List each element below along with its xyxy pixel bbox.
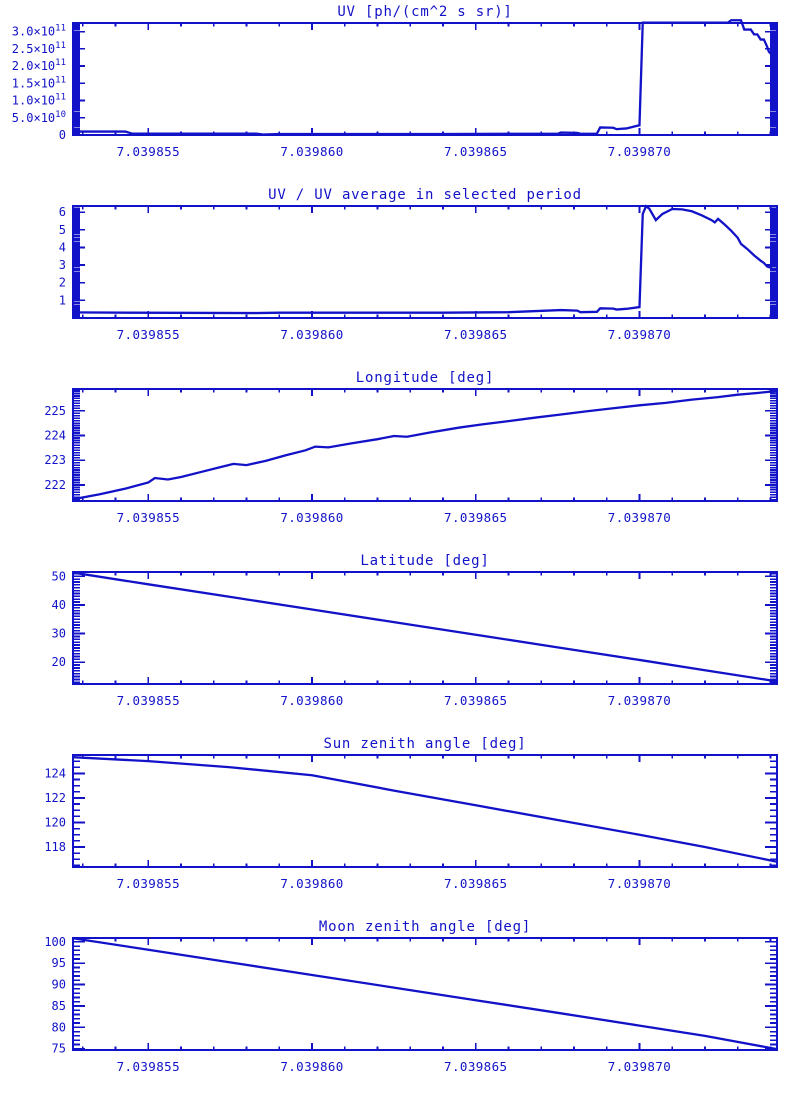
y-tick-label: 40 [51, 597, 66, 612]
chart-title: Moon zenith angle [deg] [318, 919, 532, 935]
axis-ticks [73, 389, 777, 501]
x-tick-label: 7.039865 [444, 327, 508, 342]
chart-title: Longitude [deg] [355, 370, 495, 386]
plot-frame [73, 755, 777, 867]
chart-svg [0, 550, 800, 733]
x-tick-label: 7.039865 [444, 1059, 508, 1074]
x-tick-label: 7.039860 [280, 876, 344, 891]
plot-panel-sun-zenith [0, 733, 800, 916]
data-line [73, 206, 777, 313]
y-tick-label: $3.0\times 10^{11}$ [11, 23, 66, 39]
plot-panel-uv-ratio [0, 184, 800, 367]
y-tick-label: 122 [44, 790, 66, 805]
y-tick-label: 85 [51, 998, 66, 1013]
chart-svg [0, 733, 800, 916]
y-tick-label: 222 [44, 477, 66, 492]
plot-panel-moon-zenith [0, 916, 800, 1099]
x-tick-label: 7.039870 [607, 876, 672, 891]
data-line [73, 757, 777, 862]
x-tick-label: 7.039855 [116, 1059, 181, 1074]
plot-panel-latitude [0, 550, 800, 733]
y-tick-label: 90 [51, 977, 66, 992]
y-tick-label: 4 [58, 240, 66, 255]
x-tick-label: 7.039855 [116, 876, 181, 891]
x-tick-label: 7.039865 [444, 144, 508, 159]
y-tick-label: 20 [51, 655, 66, 670]
y-tick-label: 0 [58, 128, 66, 142]
plot-panel-uv [0, 1, 800, 184]
data-line [73, 938, 777, 1049]
x-tick-label: 7.039870 [607, 510, 672, 525]
y-tick-label: 95 [51, 956, 66, 971]
data-line [73, 20, 777, 134]
y-tick-label: $2.0\times 10^{11}$ [11, 58, 66, 74]
chart-svg [0, 1, 800, 184]
axis-ticks [73, 23, 777, 135]
data-line [73, 391, 777, 499]
x-tick-label: 7.039855 [116, 327, 181, 342]
y-tick-label: $5.0\times 10^{10}$ [11, 109, 66, 125]
x-tick-label: 7.039855 [116, 510, 181, 525]
chart-title: UV / UV average in selected period [268, 187, 582, 203]
y-tick-label: $1.5\times 10^{11}$ [11, 75, 66, 91]
y-tick-label: 3 [58, 258, 66, 273]
y-tick-label: 5 [58, 222, 66, 237]
x-tick-label: 7.039860 [280, 1059, 344, 1074]
x-tick-label: 7.039855 [116, 693, 181, 708]
chart-title: Latitude [deg] [360, 553, 490, 569]
x-tick-label: 7.039860 [280, 327, 344, 342]
y-tick-label: 124 [44, 766, 66, 781]
x-tick-label: 7.039860 [280, 693, 344, 708]
y-tick-label: $1.0\times 10^{11}$ [11, 92, 66, 108]
data-line [73, 573, 777, 682]
y-tick-label: 2 [58, 275, 66, 290]
y-tick-label: 225 [44, 403, 66, 418]
y-tick-label: 120 [44, 815, 66, 830]
x-tick-label: 7.039865 [444, 876, 508, 891]
x-tick-label: 7.039870 [607, 693, 672, 708]
chart-title: Sun zenith angle [deg] [323, 736, 527, 752]
plot-frame [73, 23, 777, 135]
plot-panel-longitude [0, 367, 800, 550]
y-tick-label: 6 [58, 205, 66, 220]
x-tick-label: 7.039870 [607, 327, 672, 342]
x-tick-label: 7.039860 [280, 144, 344, 159]
x-tick-label: 7.039870 [607, 144, 672, 159]
chart-svg [0, 916, 800, 1099]
y-tick-label: 118 [44, 840, 66, 855]
x-tick-label: 7.039865 [444, 693, 508, 708]
plot-frame [73, 389, 777, 501]
x-tick-label: 7.039870 [607, 1059, 672, 1074]
chart-title: UV [ph/(cm^2 s sr)] [337, 4, 513, 20]
axis-ticks [73, 206, 777, 318]
y-tick-label: 50 [51, 569, 66, 584]
x-tick-label: 7.039865 [444, 510, 508, 525]
y-tick-label: 75 [51, 1041, 66, 1056]
y-tick-label: 30 [51, 626, 66, 641]
axis-ticks [73, 755, 777, 867]
x-tick-label: 7.039855 [116, 144, 181, 159]
x-tick-label: 7.039860 [280, 510, 344, 525]
chart-svg [0, 184, 800, 367]
plot-frame [73, 206, 777, 318]
y-tick-label: $2.5\times 10^{11}$ [11, 40, 66, 56]
y-tick-label: 80 [51, 1020, 66, 1035]
y-tick-label: 224 [44, 428, 66, 443]
y-tick-label: 1 [58, 293, 66, 308]
y-tick-label: 100 [44, 934, 66, 949]
chart-svg [0, 367, 800, 550]
y-tick-label: 223 [44, 453, 66, 468]
